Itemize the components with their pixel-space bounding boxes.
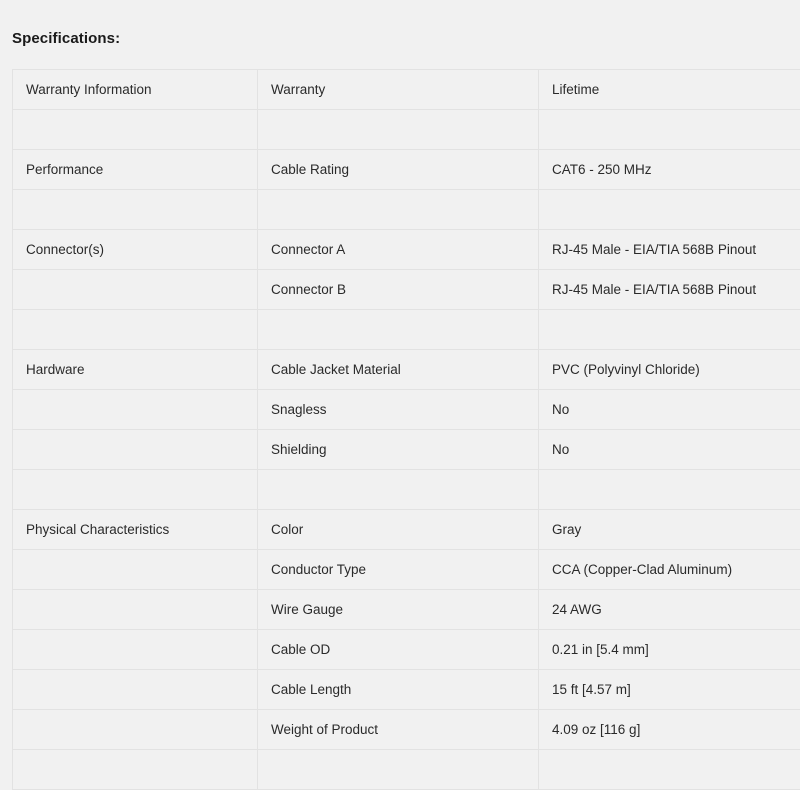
spec-category-cell bbox=[13, 750, 258, 790]
table-row bbox=[13, 710, 800, 750]
spec-value-cell: RJ-45 Male - EIA/TIA 568B Pinout bbox=[539, 230, 800, 270]
spec-category-cell bbox=[13, 710, 258, 750]
table-row bbox=[13, 670, 800, 710]
spec-attribute-cell bbox=[258, 190, 539, 230]
spec-value-cell: Gray bbox=[539, 510, 800, 550]
table-row bbox=[13, 390, 800, 430]
spec-category-cell: Hardware bbox=[13, 350, 258, 390]
spec-attribute-cell: Color bbox=[258, 510, 539, 550]
spec-value-cell: Lifetime bbox=[539, 70, 800, 110]
spec-attribute-cell: Weight of Product bbox=[258, 710, 539, 750]
spec-attribute-cell: Cable OD bbox=[258, 630, 539, 670]
spec-attribute-cell: Cable Length bbox=[258, 670, 539, 710]
spec-category-cell bbox=[13, 470, 258, 510]
spec-attribute-cell: Snagless bbox=[258, 390, 539, 430]
spec-category-cell: Warranty Information bbox=[13, 70, 258, 110]
spec-category-cell: Connector(s) bbox=[13, 230, 258, 270]
table-row bbox=[13, 150, 800, 190]
table-row bbox=[13, 70, 800, 110]
spec-attribute-cell bbox=[258, 110, 539, 150]
spec-category-cell bbox=[13, 110, 258, 150]
spec-value-cell bbox=[539, 110, 800, 150]
table-row bbox=[13, 270, 800, 310]
spec-attribute-cell: Warranty bbox=[258, 70, 539, 110]
table-row bbox=[13, 310, 800, 350]
spec-value-cell: 15 ft [4.57 m] bbox=[539, 670, 800, 710]
spec-category-cell bbox=[13, 550, 258, 590]
spec-value-cell: PVC (Polyvinyl Chloride) bbox=[539, 350, 800, 390]
spec-value-cell: 4.09 oz [116 g] bbox=[539, 710, 800, 750]
spec-category-cell bbox=[13, 430, 258, 470]
spec-attribute-cell: Connector A bbox=[258, 230, 539, 270]
spec-attribute-cell: Connector B bbox=[258, 270, 539, 310]
spec-category-cell bbox=[13, 670, 258, 710]
spec-attribute-cell bbox=[258, 470, 539, 510]
spec-attribute-cell: Cable Rating bbox=[258, 150, 539, 190]
spec-attribute-cell bbox=[258, 310, 539, 350]
spec-category-cell bbox=[13, 590, 258, 630]
spec-value-cell bbox=[539, 470, 800, 510]
specifications-heading: Specifications: bbox=[12, 30, 120, 47]
spec-category-cell bbox=[13, 270, 258, 310]
spec-attribute-cell: Conductor Type bbox=[258, 550, 539, 590]
spec-value-cell bbox=[539, 190, 800, 230]
spec-value-cell bbox=[539, 750, 800, 790]
spec-category-cell bbox=[13, 310, 258, 350]
table-row bbox=[13, 470, 800, 510]
spec-value-cell: CCA (Copper-Clad Aluminum) bbox=[539, 550, 800, 590]
table-row bbox=[13, 110, 800, 150]
table-row bbox=[13, 230, 800, 270]
spec-value-cell: 0.21 in [5.4 mm] bbox=[539, 630, 800, 670]
table-row bbox=[13, 630, 800, 670]
spec-attribute-cell: Wire Gauge bbox=[258, 590, 539, 630]
table-row bbox=[13, 350, 800, 390]
spec-value-cell: CAT6 - 250 MHz bbox=[539, 150, 800, 190]
spec-category-cell bbox=[13, 630, 258, 670]
spec-value-cell: RJ-45 Male - EIA/TIA 568B Pinout bbox=[539, 270, 800, 310]
spec-category-cell: Physical Characteristics bbox=[13, 510, 258, 550]
table-row bbox=[13, 750, 800, 790]
spec-category-cell: Performance bbox=[13, 150, 258, 190]
table-row bbox=[13, 510, 800, 550]
table-row bbox=[13, 550, 800, 590]
specifications-table-body bbox=[13, 70, 800, 790]
table-row bbox=[13, 430, 800, 470]
spec-value-cell: No bbox=[539, 390, 800, 430]
table-row bbox=[13, 590, 800, 630]
spec-value-cell: No bbox=[539, 430, 800, 470]
spec-value-cell: 24 AWG bbox=[539, 590, 800, 630]
spec-category-cell bbox=[13, 390, 258, 430]
spec-value-cell bbox=[539, 310, 800, 350]
spec-attribute-cell bbox=[258, 750, 539, 790]
specifications-table bbox=[12, 69, 800, 790]
spec-attribute-cell: Shielding bbox=[258, 430, 539, 470]
spec-attribute-cell: Cable Jacket Material bbox=[258, 350, 539, 390]
table-row bbox=[13, 190, 800, 230]
spec-category-cell bbox=[13, 190, 258, 230]
